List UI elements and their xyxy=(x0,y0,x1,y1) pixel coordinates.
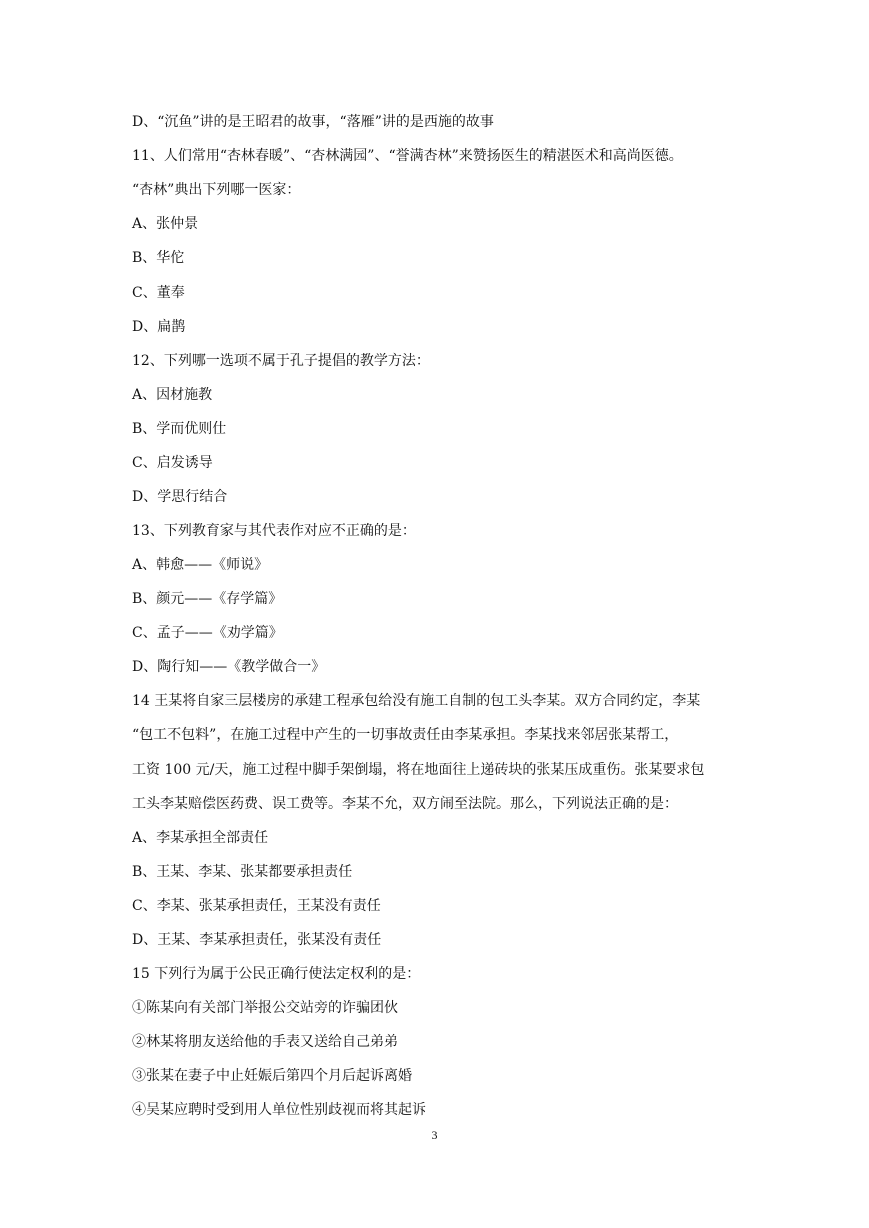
option-line: C、董奉 xyxy=(132,285,185,301)
question-14-stem-cont: 工头李某赔偿医药费、误工费等。李某不允，双方闹至法院。那么，下列说法正确的是： xyxy=(132,796,678,812)
option-line: D、王某、李某承担责任，张某没有责任 xyxy=(132,932,382,948)
option-line: A、李某承担全部责任 xyxy=(132,830,269,846)
option-line: D、扁鹊 xyxy=(132,319,186,335)
option-line: A、韩愈——《师说》 xyxy=(132,557,269,573)
option-line: A、因材施教 xyxy=(132,387,213,403)
question-14-stem-cont: 工资 100 元/天，施工过程中脚手架倒塌，将在地面往上递砖块的张某压成重伤。张某要求包 xyxy=(132,762,705,778)
page-number: 3 xyxy=(431,1128,438,1142)
text-line: D、“沉鱼”讲的是王昭君的故事，“落雁”讲的是西施的故事 xyxy=(132,114,494,130)
option-line: D、学思行结合 xyxy=(132,489,228,505)
question-11-stem: 11、人们常用“杏林春暖”、“杏林满园”、“誉满杏林”来赞扬医生的精湛医术和高尚医德。 xyxy=(132,148,683,164)
option-line: ②林某将朋友送给他的手表又送给自己弟弟 xyxy=(132,1034,398,1050)
option-line: ③张某在妻子中止妊娠后第四个月后起诉离婚 xyxy=(132,1068,412,1084)
option-line: ④吴某应聘时受到用人单位性别歧视而将其起诉 xyxy=(132,1102,426,1118)
question-13-stem: 13、下列教育家与其代表作对应不正确的是： xyxy=(132,523,416,539)
option-line: C、孟子——《劝学篇》 xyxy=(132,625,283,641)
option-line: A、张仲景 xyxy=(132,216,199,232)
option-line: B、学而优则仕 xyxy=(132,421,227,437)
option-line: C、李某、张某承担责任，王某没有责任 xyxy=(132,898,381,914)
question-12-stem: 12、下列哪一选项不属于孔子提倡的教学方法： xyxy=(132,353,430,369)
question-11-stem-cont: “杏林”典出下列哪一医家： xyxy=(132,182,301,198)
option-line: B、华佗 xyxy=(132,250,185,266)
option-line: B、颜元——《存学篇》 xyxy=(132,591,283,607)
question-15-stem: 15 下列行为属于公民正确行使法定权利的是： xyxy=(132,966,421,982)
option-line: D、陶行知——《教学做合一》 xyxy=(132,659,326,675)
question-14-stem: 14 王某将自家三层楼房的承建工程承包给没有施工自制的包工头李某。双方合同约定，李某 xyxy=(132,693,701,709)
option-line: ①陈某向有关部门举报公交站旁的诈骗团伙 xyxy=(132,1000,398,1016)
option-line: C、启发诱导 xyxy=(132,455,213,471)
option-line: B、王某、李某、张某都要承担责任 xyxy=(132,864,353,880)
question-14-stem-cont: “包工不包料”，在施工过程中产生的一切事故责任由李某承担。李某找来邻居张某帮工， xyxy=(132,727,679,743)
